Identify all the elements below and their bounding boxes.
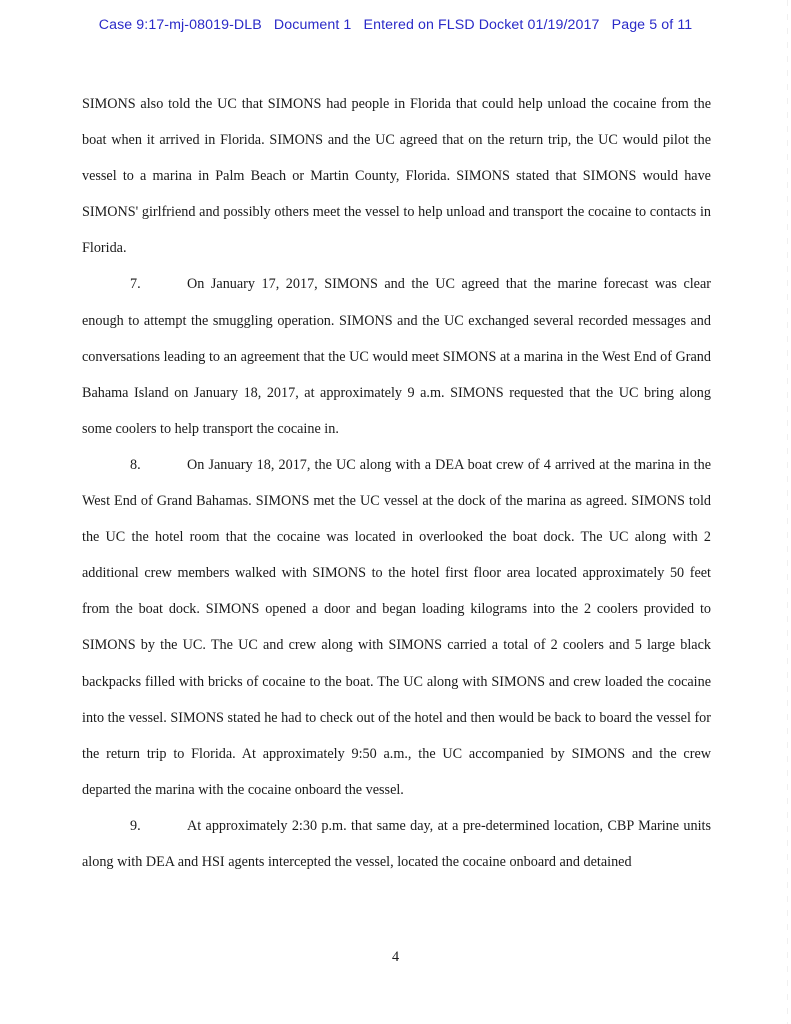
paragraph-number: 8. bbox=[130, 456, 141, 473]
ecf-header-stamp: Case 9:17-mj-08019-DLB Document 1 Entered on FLSD Docket 01/19/2017 Page 5 of 11 bbox=[98, 17, 693, 33]
paragraph-text: On January 17, 2017, SIMONS and the UC agreed that the marine forecast was clear enough to attempt the smuggling operation. SIMONS and the UC exchanged several recorded messages and conversations leading to an agreement that the UC would meet SIMONS at a marina in the West End of Grand Bahama Island on January 18, 2017, at approximately 9 a.m. SIMONS requested that the UC bring along some coolers to help transport the cocaine in. bbox=[82, 276, 711, 437]
paragraph-text: On January 18, 2017, the UC along with a DEA boat crew of 4 arrived at the marina in the West End of Grand Bahamas. SIMONS met the UC vessel at the dock of the marina as agreed. SIMONS told the UC the hotel room that the cocaine was located in overlooked the boat dock. The UC along with 2 additional crew members walked with SIMONS to the hotel first floor area located approximately 50 feet from the boat dock. SIMONS opened a door and began loading kilograms into the 2 coolers provided to SIMONS by the UC. The UC and crew along with SIMONS carried a total of 2 coolers and 5 large black backpacks filled with bricks of cocaine to the boat. The UC along with SIMONS and crew loaded the cocaine into the vessel. SIMONS stated he had to check out of the hotel and then would be back to board the vessel for the return trip to Florida. At approximately 9:50 a.m., the UC accompanied by SIMONS and the crew departed the marina with the cocaine onboard the vessel. bbox=[82, 456, 711, 798]
paragraph-number: 7. bbox=[130, 276, 141, 293]
paragraph-continuation bbox=[82, 86, 711, 266]
scan-edge-artifact bbox=[787, 0, 788, 1024]
paragraph-text: At approximately 2:30 p.m. that same day, at a pre-determined location, CBP Marine units along with DEA and HSI agents intercepted the vessel, located the cocaine onboard and detained bbox=[82, 817, 711, 870]
page-number: 4 bbox=[391, 949, 400, 965]
paragraph-text: SIMONS also told the UC that SIMONS had people in Florida that could help unload the cocaine from the boat when it arrived in Florida. SIMONS and the UC agreed that on the return trip, the UC would pilot the vessel to a marina in Palm Beach or Martin County, Florida. SIMONS stated that SIMONS would have SIMONS' girlfriend and possibly others meet the vessel to help unload and transport the cocaine to contacts in Florida. bbox=[82, 96, 711, 257]
document-body bbox=[82, 86, 711, 880]
paragraph-number: 9. bbox=[130, 817, 141, 834]
paragraph-7 bbox=[82, 266, 711, 446]
paragraph-9 bbox=[82, 808, 711, 880]
paragraph-8 bbox=[82, 447, 711, 808]
